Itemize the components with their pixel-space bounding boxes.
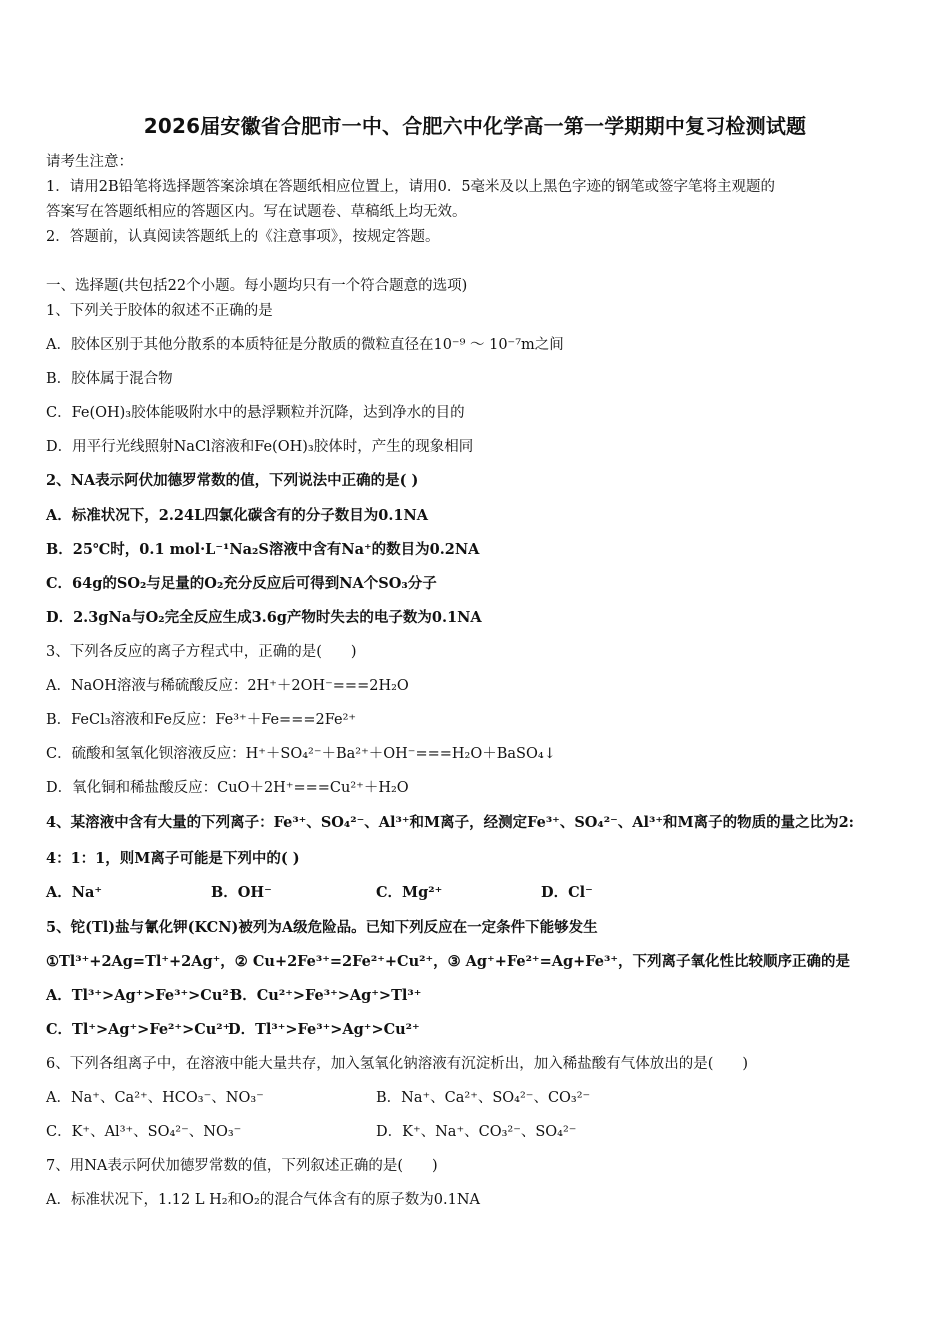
q4-option-b: B．OH⁻	[211, 884, 272, 901]
q6-option-c: C．K⁺、Al³⁺、SO₄²⁻、NO₃⁻	[46, 1124, 242, 1140]
section-heading: 一、选择题(共包括22个小题。每小题均只有一个符合题意的选项)	[46, 278, 468, 294]
q3-option-b: B．FeCl₃溶液和Fe反应：Fe³⁺＋Fe===2Fe²⁺	[46, 712, 357, 728]
q3-option-a: A．NaOH溶液与稀硫酸反应：2H⁺＋2OH⁻===2H₂O	[46, 678, 409, 694]
q1-stem: 1、下列关于胶体的叙述不正确的是	[46, 303, 273, 319]
q5-stem-2: ①Tl³⁺+2Ag=Tl⁺+2Ag⁺，② Cu+2Fe³⁺=2Fe²⁺+Cu²⁺，③ Ag⁺+Fe²⁺=Ag+Fe³⁺，下列离子氧化性比较顺序正确的是	[46, 953, 851, 970]
q1-option-a: A．胶体区别于其他分散系的本质特征是分散质的微粒直径在10⁻⁹ ～ 10⁻⁷m之间	[46, 337, 564, 353]
q3-stem: 3、下列各反应的离子方程式中，正确的是( )	[46, 644, 357, 660]
q1-option-d: D．用平行光线照射NaCl溶液和Fe(OH)₃胶体时，产生的现象相同	[46, 439, 474, 455]
q4-options	[46, 883, 906, 903]
q5-stem: 5、铊(Tl)盐与氰化钾(KCN)被列为A级危险品。已知下列反应在一定条件下能够发生	[46, 919, 598, 936]
q2-option-d: D．2.3gNa与O₂完全反应生成3.6g产物时失去的电子数为0.1NA	[46, 609, 482, 626]
notice-line-2: 2．答题前，认真阅读答题纸上的《注意事项》，按规定答题。	[46, 229, 440, 245]
q3-option-d: D．氧化铜和稀盐酸反应：CuO＋2H⁺===Cu²⁺＋H₂O	[46, 780, 409, 796]
page-title: 2026届安徽省合肥市一中、合肥六中化学高一第一学期期中复习检测试题	[143, 114, 807, 138]
q5-options-ab	[46, 986, 906, 1006]
q3-option-c: C．硫酸和氢氧化钡溶液反应：H⁺＋SO₄²⁻＋Ba²⁺＋OH⁻===H₂O＋BaSO₄↓	[46, 746, 556, 762]
q7-stem: 7、用NA表示阿伏加德罗常数的值，下列叙述正确的是( )	[46, 1158, 438, 1174]
q1-option-b: B．胶体属于混合物	[46, 371, 173, 387]
q2-option-b: B．25℃时，0.1 mol·L⁻¹Na₂S溶液中含有Na⁺的数目为0.2NA	[46, 541, 480, 558]
q6-option-a: A．Na⁺、Ca²⁺、HCO₃⁻、NO₃⁻	[46, 1090, 264, 1106]
notice-heading: 请考生注意：	[46, 154, 133, 170]
q5-option-c: C．Tl⁺>Ag⁺>Fe²⁺>Cu²⁺	[46, 1021, 231, 1038]
q1-option-c: C．Fe(OH)₃胶体能吸附水中的悬浮颗粒并沉降，达到净水的目的	[46, 405, 465, 421]
q7-option-a: A．标准状况下，1.12 L H₂和O₂的混合气体含有的原子数为0.1NA	[46, 1192, 480, 1208]
q4-stem: 4、某溶液中含有大量的下列离子：Fe³⁺、SO₄²⁻、Al³⁺和M离子，经测定Fe³⁺、SO₄²⁻、Al³⁺和M离子的物质的量之比为2:	[46, 814, 855, 831]
q5-option-d: D．Tl³⁺>Fe³⁺>Ag⁺>Cu²⁺	[228, 1021, 420, 1038]
q6-options-cd	[46, 1122, 906, 1142]
q2-option-a: A．标准状况下，2.24L四氯化碳含有的分子数目为0.1NA	[46, 507, 428, 524]
q6-stem: 6、下列各组离子中，在溶液中能大量共存，加入氢氧化钠溶液有沉淀析出，加入稀盐酸有气体放出的是( )	[46, 1056, 749, 1072]
q4-stem-2: 4：1：1，则M离子可能是下列中的( )	[46, 850, 300, 867]
q4-option-a: A．Na⁺	[46, 884, 103, 901]
q4-option-c: C．Mg²⁺	[376, 884, 443, 901]
q6-option-d: D．K⁺、Na⁺、CO₃²⁻、SO₄²⁻	[376, 1124, 577, 1140]
q4-option-d: D．Cl⁻	[541, 884, 593, 901]
notice-line-1: 1．请用2B铅笔将选择题答案涂填在答题纸相应位置上，请用0．5毫米及以上黑色字迹的钢笔或签字笔将主观题的	[46, 179, 776, 195]
q6-option-b: B．Na⁺、Ca²⁺、SO₄²⁻、CO₃²⁻	[376, 1090, 591, 1106]
q6-options-ab	[46, 1088, 906, 1108]
q2-stem: 2、NA表示阿伏加德罗常数的值，下列说法中正确的是( )	[46, 472, 419, 489]
q2-option-c: C．64g的SO₂与足量的O₂充分反应后可得到NA个SO₃分子	[46, 575, 437, 592]
q5-option-b: B．Cu²⁺>Fe³⁺>Ag⁺>Tl³⁺	[230, 987, 422, 1004]
q5-option-a: A．Tl³⁺>Ag⁺>Fe³⁺>Cu²⁺	[46, 987, 237, 1004]
q5-options-cd	[46, 1020, 906, 1040]
notice-line-1b: 答案写在答题纸相应的答题区内。写在试题卷、草稿纸上均无效。	[46, 204, 467, 220]
